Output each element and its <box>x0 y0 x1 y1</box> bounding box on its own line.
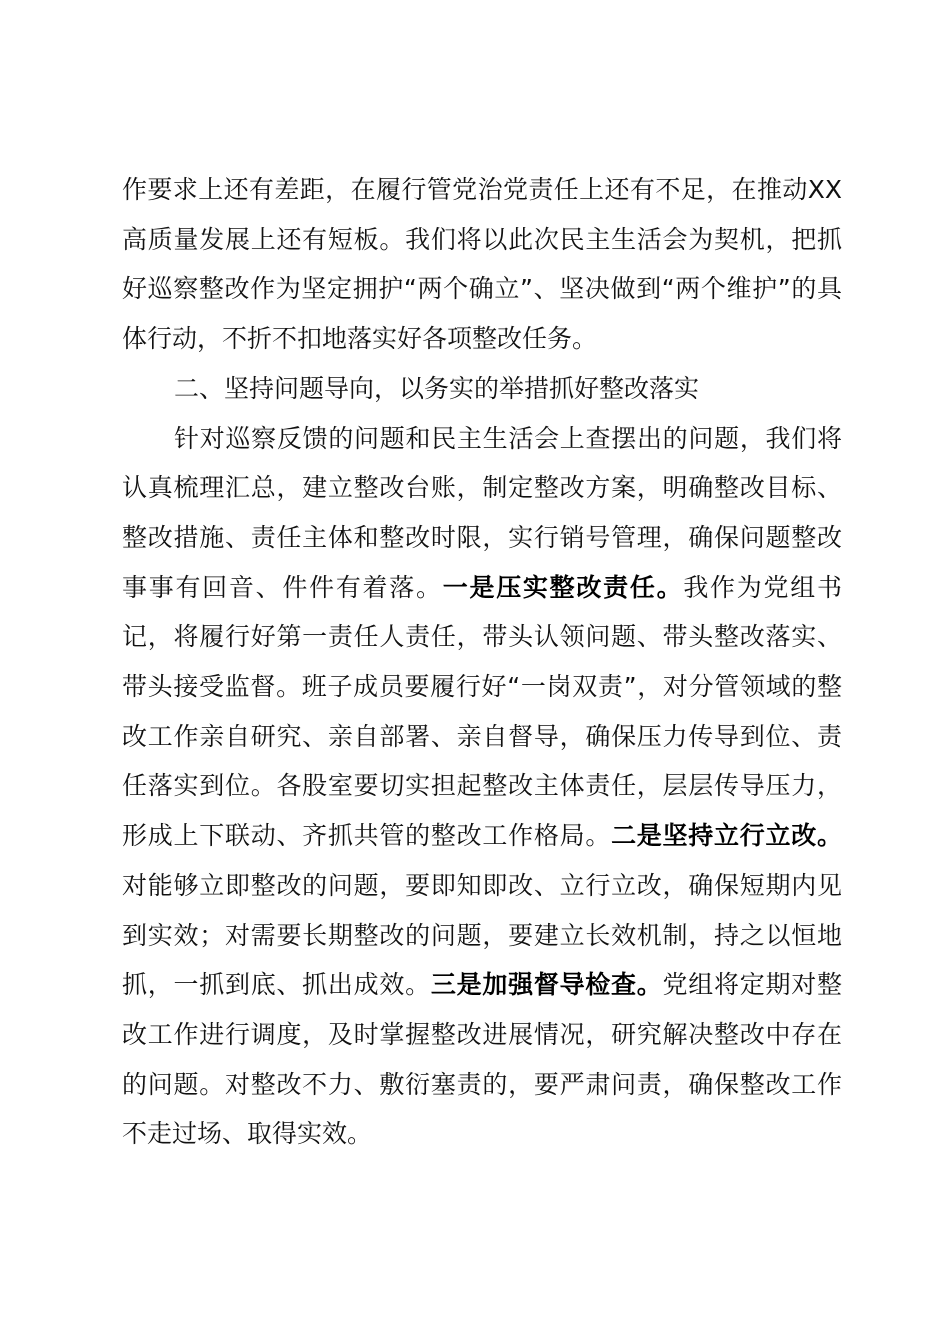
paragraph-rectification <box>122 414 842 1160</box>
point-1-title: 一是压实整改责任。 <box>442 572 684 602</box>
point-3-text: 党组将定期对整改工作进行调度，及时掌握整改进展情况，研究解决整改中存在的问题。对整改不力、敷衍塞责的，要严肃问责，确保整改工作不走过场、取得实效。 <box>122 970 842 1149</box>
paragraph-continued: 作要求上还有差距，在履行管党治党责任上还有不足，在推动XX高质量发展上还有短板。我们将以此次民主生活会为契机，把抓好巡察整改作为坚定拥护“两个确立”、坚决做到“两个维护”的具体行动，不折不扣地落实好各项整改任务。 <box>122 175 842 354</box>
section-heading-2: 二、坚持问题导向，以务实的举措抓好整改落实 <box>174 373 700 403</box>
paragraph-intro: 针对巡察反馈的问题和民主生活会上查摆出的问题，我们将认真梳理汇总，建立整改台账，制定整改方案，明确整改目标、整改措施、责任主体和整改时限，实行销号管理，确保问题整改事事有回音、件件有着落。 <box>122 423 842 602</box>
point-2-text: 对能够立即整改的问题，要即知即改、立行立改，确保短期内见到实效；对需要长期整改的问题，要建立长效机制，持之以恒地抓，一抓到底、抓出成效。 <box>122 870 842 1000</box>
point-3-title: 三是加强督导检查。 <box>430 970 663 1000</box>
document-body <box>122 165 842 1159</box>
point-1-text: 我作为党组书记，将履行好第一责任人责任，带头认领问题、带头整改落实、带头接受监督。班子成员要履行好“一岗双责”，对分管领域的整改工作亲自研究、亲自部署、亲自督导，确保压力传导到位、责任落实到位。各股室要切实担起整改主体责任，层层传导压力，形成上下联动、齐抓共管的整改工作格局。 <box>122 572 842 851</box>
point-2-title: 二是坚持立行立改。 <box>611 821 842 851</box>
